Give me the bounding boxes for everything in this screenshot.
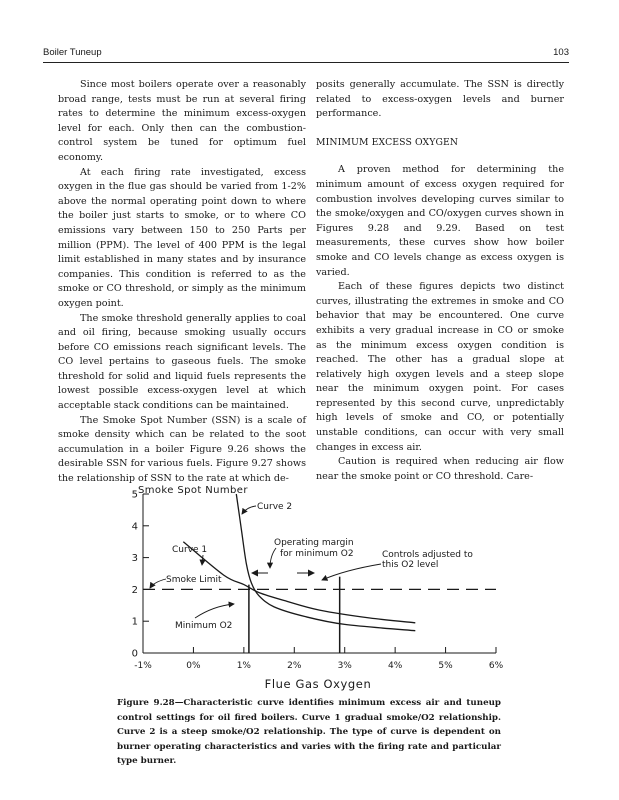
body-paragraph: At each firing rate investigated, excess oxygen in the flue gas should be varied from 1-2% above the normal operating point down to where the boiler just starts to smoke, or to where CO emissions vary between 150 to 250 Parts per million (PPM). The level of 400 PPM is the legal limit established in many states and by insurance companies. This condition is referred to as the smoke or CO threshold, or simply as the minimum oxygen point. bbox=[58, 166, 306, 309]
x-ticks bbox=[131, 647, 504, 671]
minimum-o2-label: Minimum O2 bbox=[175, 621, 233, 631]
page-number: 103 bbox=[553, 47, 569, 58]
controls-leader bbox=[322, 564, 381, 580]
curve-2-line bbox=[236, 494, 415, 631]
body-paragraph: Each of these figures depicts two distinct curves, illustrating the extremes in smoke and CO behavior that may be encountered. One curve exhibits a very gradual increase in CO or smoke as the minimum excess oxygen condition is reached. The other has a gradual slope at relatively high oxygen levels and a steep slope near the minimum oxygen point. For cases represented by this second curve, unpredictably high levels of smoke and CO, or potentially unstable conditions, can occur with very small changes in excess air. bbox=[316, 281, 564, 453]
y-tick-label: 3 bbox=[131, 553, 138, 565]
x-tick-label: 2% bbox=[287, 661, 302, 671]
body-paragraph: Since most boilers operate over a reasonably broad range, tests must be run at several firing rates to determine the minimum excess-oxygen level for each. Only then can the combustion-control system be tuned for optimum fuel economy. bbox=[58, 79, 306, 163]
y-tick-label: 2 bbox=[131, 584, 138, 596]
right-column bbox=[316, 78, 564, 484]
x-axis-title: Flue Gas Oxygen bbox=[264, 677, 372, 691]
operating-margin-label-2: for minimum O2 bbox=[280, 549, 354, 559]
curve-2-label: Curve 2 bbox=[257, 502, 293, 512]
curve-1-line bbox=[183, 542, 415, 623]
body-paragraph-continuation: posits generally accumulate. The SSN is directly related to excess-oxygen levels and burner performance. bbox=[316, 79, 564, 120]
x-tick-label: -1% bbox=[134, 661, 152, 671]
header-rule bbox=[43, 62, 569, 63]
y-ticks bbox=[132, 490, 149, 660]
running-title: Boiler Tuneup bbox=[43, 47, 102, 58]
y-axis-title: Smoke Spot Number bbox=[138, 485, 248, 496]
body-paragraph: Caution is required when reducing air flow near the smoke point or CO threshold. Care- bbox=[316, 456, 564, 482]
x-tick-label: 1% bbox=[236, 661, 251, 671]
curve-1-label: Curve 1 bbox=[172, 545, 208, 555]
smoke-limit-label: Smoke Limit bbox=[166, 575, 222, 585]
controls-label-2: this O2 level bbox=[382, 560, 439, 570]
x-tick-label: 3% bbox=[337, 661, 352, 671]
x-tick-label: 6% bbox=[488, 661, 504, 671]
left-column bbox=[58, 78, 306, 487]
body-paragraph: The Smoke Spot Number (SSN) is a scale of smoke density which can be related to the soot accumulation in a boiler Figure 9.26 shows the desirable SSN for various fuels. Figure 9.27 shows the relationship of SSN to the rate at which de- bbox=[58, 414, 306, 485]
minimum-o2-leader bbox=[195, 604, 234, 618]
operating-margin-label: Operating margin bbox=[274, 538, 354, 548]
caption-text: Figure 9.28—Characteristic curve identifies minimum excess air and tuneup control settings for oil fired boilers. Curve 1 gradual smoke/O2 relationship. Curve 2 is a steep smoke/O2 relationship. The type of curve is dependent on burner operating characteristics and varies with the firing rate and particular type burner. bbox=[117, 698, 501, 767]
figure-caption bbox=[117, 696, 501, 769]
y-tick-label: 0 bbox=[131, 648, 138, 660]
smoke-limit-leader bbox=[150, 579, 166, 588]
section-heading: MINIMUM EXCESS OXYGEN bbox=[316, 136, 459, 148]
y-tick-label: 1 bbox=[131, 616, 138, 628]
x-tick-label: 5% bbox=[438, 661, 453, 671]
x-tick-label: 4% bbox=[388, 661, 403, 671]
y-tick-label: 4 bbox=[131, 521, 138, 533]
curve-1-leader bbox=[202, 555, 203, 565]
body-paragraph: A proven method for determining the minimum amount of excess oxygen required for combustion involves developing curves similar to the smoke/oxygen and CO/oxygen curves shown in Figures 9.28 and 9.29. Based on test measurements, these curves show how boiler smoke and CO levels change as excess oxygen is varied. bbox=[316, 164, 564, 278]
curve-2-leader bbox=[242, 506, 256, 514]
body-paragraph: The smoke threshold generally applies to coal and oil firing, because smoking usually occurs before CO emissions reach significant levels. The CO level pertains to gaseous fuels. The smoke threshold for solid and liquid fuels represents the lowest possible excess-oxygen level at which acceptable stack conditions can be maintained. bbox=[58, 312, 306, 412]
operating-margin-leader bbox=[270, 548, 276, 568]
y-tick-label: 5 bbox=[131, 489, 138, 501]
x-tick-label: 0% bbox=[186, 661, 201, 671]
controls-label: Controls adjusted to bbox=[382, 550, 473, 560]
running-header bbox=[43, 45, 569, 61]
